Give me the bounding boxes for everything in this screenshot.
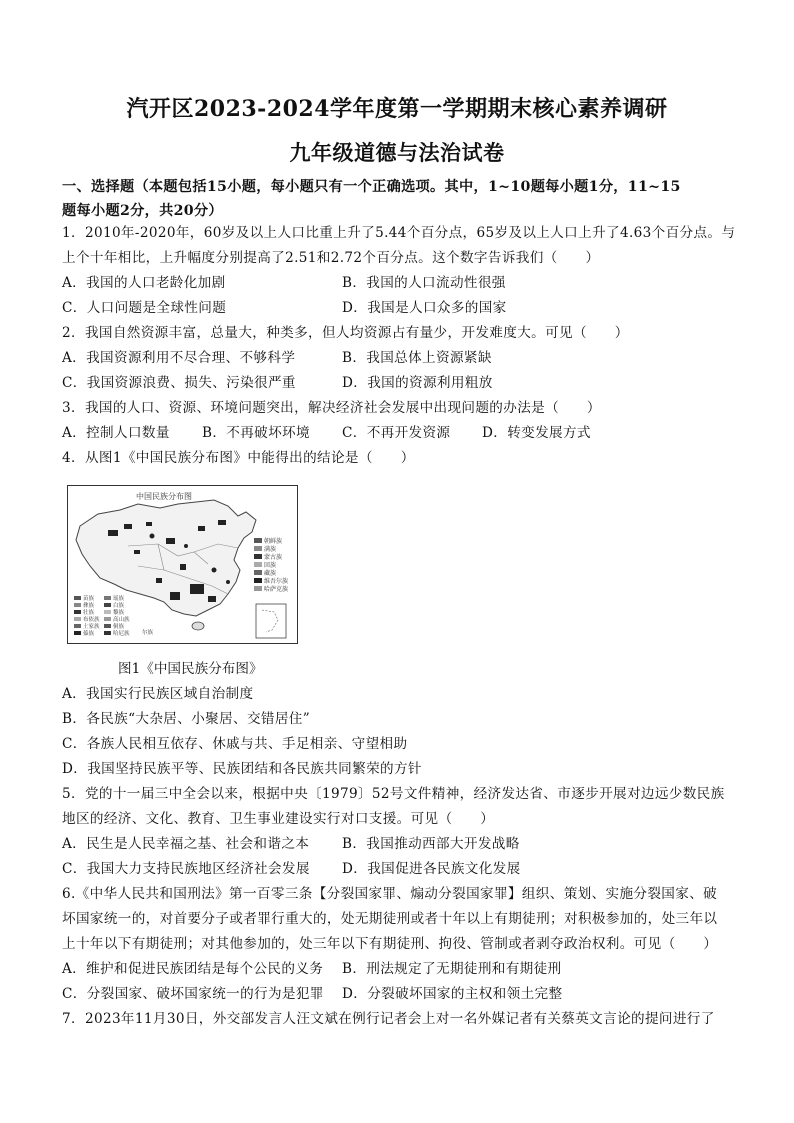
legend-entry: 傣族 — [83, 631, 95, 637]
q3-option-d: D．转变发展方式 — [482, 425, 591, 441]
q5-option-d: D．我国促进各民族文化发展 — [342, 861, 521, 877]
south-china-sea-inset — [256, 604, 286, 638]
q4-option-d: D．我国坚持民族平等、民族团结和各民族共同繁荣的方针 — [62, 761, 422, 777]
legend-entry: 蒙古族 — [264, 554, 283, 561]
q4-option-b: B．各民族“大杂居、小聚居、交错居住” — [62, 711, 311, 727]
q6-stem-line2: 坏国家统一的，对首要分子或者罪行重大的，处无期徒刑或者十年以上有期徒刑；对积极参加的，处三年以 — [62, 911, 718, 927]
q1-stem-line1: 1．2010年-2020年，60岁及以上人口比重上升了5.44个百分点，65岁及以上人口上升了4.63个百分点。与 — [62, 225, 736, 241]
q1-option-b: B．我国的人口流动性很强 — [342, 275, 506, 291]
q2-option-d: D．我国的资源利用粗放 — [342, 375, 493, 391]
q5-stem-line1: 5．党的十一届三中全会以来，根据中央〔1979〕52号文件精神，经济发达省、市逐步开展对边远少数民族 — [62, 786, 725, 802]
legend-entry: 瑶族 — [113, 596, 125, 602]
legend-entry: 彝族 — [83, 603, 95, 609]
legend-right — [254, 537, 288, 593]
q3-option-c: C．不再开发资源 — [342, 425, 451, 441]
figure-caption: 图1《中国民族分布图》 — [118, 661, 263, 677]
q5-stem-line2: 地区的经济、文化、教育、卫生事业建设实行对口支援。可见（ ） — [62, 811, 495, 827]
legend-entry: 哈尼族 — [113, 631, 130, 637]
ethnic-distribution-map — [67, 485, 298, 644]
exam-subtitle: 九年级道德与法治试卷 — [289, 140, 505, 165]
legend-entry: 高山族 — [113, 617, 130, 623]
q3-option-b: B．不再破坏环境 — [202, 425, 310, 441]
q2-option-b: B．我国总体上资源紧缺 — [342, 350, 492, 366]
q2-option-c: C．我国资源浪费、损失、污染很严重 — [62, 375, 296, 391]
hainan-island — [192, 622, 204, 630]
exam-title: 汽开区2023-2024学年度第一学期期末核心素养调研 — [126, 96, 668, 122]
q6-option-b: B．刑法规定了无期徒刑和有期徒刑 — [342, 961, 562, 977]
q2-option-a: A．我国资源利用不尽合理、不够科学 — [62, 350, 296, 366]
legend-entry: 满族 — [264, 546, 277, 553]
legend-entry: 朝鲜族 — [264, 538, 283, 545]
legend-entry: 苗族 — [83, 596, 95, 602]
q1-option-d: D．我国是人口众多的国家 — [342, 300, 507, 316]
section-heading-line1: 一、选择题（本题包括15小题，每小题只有一个正确选项。其中，1~10题每小题1分，11~15 — [62, 179, 681, 195]
map-title: 中国民族分布图 — [136, 492, 192, 501]
q5-option-c: C．我国大力支持民族地区经济社会发展 — [62, 861, 310, 877]
q6-stem-line1: 6.《中华人民共和国刑法》第一百零三条【分裂国家罪、煽动分裂国家罪】组织、策划、实施分裂国家、破 — [62, 886, 718, 902]
q1-option-a: A．我国的人口老龄化加剧 — [62, 275, 226, 291]
legend-entry: 藏族 — [264, 570, 277, 577]
legend-entry: 侗族 — [113, 624, 125, 630]
legend-entry: 白族 — [113, 603, 125, 609]
section-heading — [62, 175, 742, 223]
q3-stem: 3．我国的人口、资源、环境问题突出，解决经济社会发展中出现问题的办法是（ ） — [62, 400, 601, 416]
q6-stem-line3: 上十年以下有期徒刑；对其他参加的，处三年以下有期徒刑、拘役、管制或者剥夺政治权利。可见（ ） — [62, 936, 718, 952]
map-note: 尔族 — [142, 630, 154, 636]
q6-option-a: A．维护和促进民族团结是每个公民的义务 — [62, 961, 324, 977]
q2-stem: 2．我国自然资源丰富，总量大，种类多，但人均资源占有量少，开发难度大。可见（ ） — [62, 325, 629, 341]
legend-entry: 回族 — [264, 562, 277, 569]
q1-option-c: C．人口问题是全球性问题 — [62, 300, 227, 316]
q1-stem-line2: 上个十年相比，上升幅度分别提高了2.51和2.72个百分点。这个数字告诉我们（ ） — [62, 250, 600, 266]
china-outline — [76, 500, 256, 616]
q6-option-d: D．分裂破坏国家的主权和领土完整 — [342, 986, 563, 1002]
legend-entry: 黎族 — [113, 610, 125, 616]
q5-option-b: B．我国推动西部大开发战略 — [342, 836, 520, 852]
china-map-figure — [68, 486, 297, 643]
q4-option-c: C．各族人民相互依存、休戚与共、手足相亲、守望相助 — [62, 736, 408, 752]
q3-option-a: A．控制人口数量 — [62, 425, 170, 441]
section-heading-line2: 题每小题2分，共20分） — [62, 203, 223, 219]
legend-entry: 壮族 — [83, 610, 95, 616]
q7-stem-line1: 7．2023年11月30日，外交部发言人汪文斌在例行记者会上对一名外媒记者有关蔡英文言论的提问进行了 — [62, 1011, 715, 1027]
legend-entry: 哈萨克族 — [264, 586, 289, 593]
legend-entry: 维吾尔族 — [264, 578, 289, 585]
legend-entry: 土家族 — [83, 624, 100, 630]
q4-stem: 4．从图1《中国民族分布图》中能得出的结论是（ ） — [62, 450, 415, 466]
q6-option-c: C．分裂国家、破坏国家统一的行为是犯罪 — [62, 986, 324, 1002]
q4-option-a: A．我国实行民族区域自治制度 — [62, 686, 254, 702]
legend-left — [74, 594, 154, 637]
legend-entry: 布依族 — [83, 617, 100, 623]
q5-option-a: A．民生是人民幸福之基、社会和谐之本 — [62, 836, 310, 852]
